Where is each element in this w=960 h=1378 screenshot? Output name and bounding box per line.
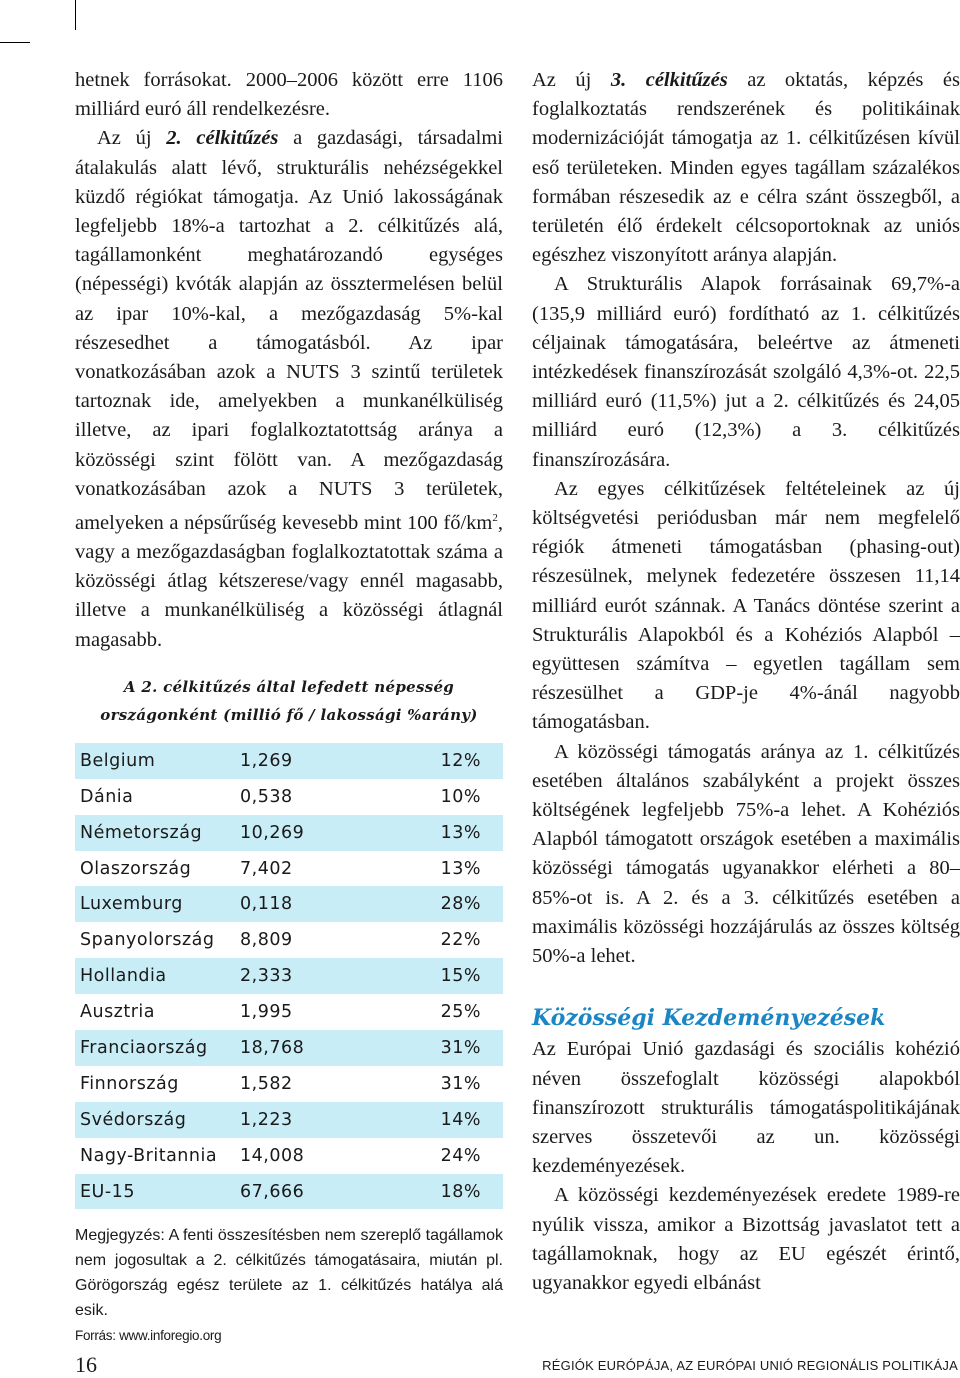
cell-population: 1,995 (240, 994, 400, 1030)
table-row (75, 1102, 503, 1138)
superscript: 2 (492, 512, 498, 525)
cell-population: 7,402 (240, 851, 400, 887)
cell-percent: 10% (400, 779, 503, 815)
text: Az új (532, 69, 611, 91)
cell-percent: 12% (400, 743, 503, 779)
paragraph: A közösségi kezdeményezések eredete 1989-re nyúlik vissza, amikor a Bizottság javaslatot tett a tagállamoknak, hogy az EU egészét érintő, ugyanakkor egyedi elbánást (532, 1184, 960, 1294)
running-title: RÉGIÓK EURÓPÁJA, AZ EURÓPAI UNIÓ REGIONÁLIS POLITIKÁJA (542, 1358, 958, 1373)
population-table (75, 743, 503, 1210)
cell-country: Ausztria (75, 994, 240, 1030)
table-row (75, 1030, 503, 1066)
paragraph: A közösségi támogatás aránya az 1. célkitűzés esetében általános szabályként a projekt összes költségének legfeljebb 75%-a lehet. A Kohéziós Alapból támogatott országok esetében a maximális közösségi támogatás ugyanakkor elérheti a 80–85%-ot is. A 2. és a 3. célkitűzés esetében a maximális közösségi hozzájárulás az összes költség 50%-a lehet. (532, 740, 960, 968)
cell-population: 2,333 (240, 958, 400, 994)
crop-mark (0, 42, 30, 43)
text: a gazdasági, társadalmi átalakulás alatt lévő, strukturális nehézségekkel küzdő régiókat támogatja. Az Unió lakosságának legfeljebb 18%-a tartozhat a 2. célkitűzés alá, tagállamonként meghatározandó egységes (népességi) kvóták alapján az össztermelésen belül az ipar 10%-kal, a mezőgazdaság 5%-kal részesedhet a támogatásból. Az ipar vonatkozásában azok a NUTS 3 szintű területek tartoznak ide, amelyekben a munkanélküliség illetve, az ipari foglalkoztatottság aránya a közösségi szint fölött van. A mezőgazdaság vonatkozásában azok a NUTS 3 területek, amelyeken a népsűrűség kevesebb mint 100 fő/km (75, 127, 503, 534)
emphasis: 3. célkitűzés (610, 69, 728, 91)
paragraph: Az egyes célkitűzések feltételeinek az új költségvetési periódusban már nem megfelelő régiók átmeneti támogatásban (phasing-out) részesülnek, melynek fedezetére összesen 11,14 milliárd eurót szánnak. A Tanács döntése szerint a Strukturális Alapokból és a Kohéziós Alapból – együttesen számítva – egyetlen tagállam sem részesülhet a GDP-je 4%-ánál nagyobb támogatásban. (532, 477, 960, 734)
table-row (75, 779, 503, 815)
paragraph: A Strukturális Alapok forrásainak 69,7%-a (135,9 milliárd euró) fordítható az 1. célkitűzés céljainak támogatására, beleértve az átmeneti intézkedések finanszírozását szolgáló 4,3%-ot. 22,5 milliárd euró (11,5%) jut a 2. célkitűzés és 24,05 milliárd euró (12,3%) a 3. célkitűzés finanszírozására. (532, 273, 960, 471)
cell-country: Finnország (75, 1066, 240, 1102)
caption-line: A 2. célkitűzés által lefedett népesség (123, 677, 455, 696)
cell-population: 1,269 (240, 743, 400, 779)
table-row (75, 815, 503, 851)
cell-percent: 15% (400, 958, 503, 994)
table-row (75, 1174, 503, 1210)
text: az oktatás, képzés és foglalkoztatás rendszerének és politikáinak modernizációját támogatja az 1. célkitűzésen kívül eső területeken. Minden egyes tagállam százalékos formában részesedik az e célra szánt összegből, a területén élő érdekelt célcsoportoknak az uniós egészhez viszonyított aránya alapján. (532, 69, 960, 267)
cell-percent: 18% (400, 1174, 503, 1210)
table-row (75, 1138, 503, 1174)
cell-percent: 13% (400, 815, 503, 851)
text: Az új (97, 127, 167, 150)
cell-percent: 31% (400, 1066, 503, 1102)
cell-population: 14,008 (240, 1138, 400, 1174)
cell-population: 0,118 (240, 886, 400, 922)
left-column (75, 66, 503, 1343)
section-title: Közösségi Kezdeményezések (532, 1005, 886, 1032)
cell-country: Olaszország (75, 851, 240, 887)
table-note: Megjegyzés: A fenti összesítésben nem szereplő tagállamok nem jogosultak a 2. célkitűzés támogatásaira, miután pl. Görögország egész területe az 1. célkitűzés hatálya alá esik. (75, 1227, 503, 1320)
paragraph (75, 124, 503, 654)
page-number: 16 (75, 1352, 97, 1377)
cell-country: Luxemburg (75, 886, 240, 922)
cell-percent: 14% (400, 1102, 503, 1138)
table-row (75, 1066, 503, 1102)
cell-percent: 22% (400, 922, 503, 958)
cell-population: 67,666 (240, 1174, 400, 1210)
text: , vagy a mezőgazdaságban foglalkoztatottak száma a közösségi átlag kétszerese/vagy ennél magasabb, illetve a munkanélküliség a közösségi átlagnál magasabb. (75, 511, 503, 651)
cell-country: EU-15 (75, 1174, 240, 1210)
paragraph: hetnek forrásokat. 2000–2006 között erre 1106 milliárd euró áll rendelkezésre. (75, 69, 503, 121)
cell-percent: 24% (400, 1138, 503, 1174)
cell-percent: 25% (400, 994, 503, 1030)
cell-population: 1,582 (240, 1066, 400, 1102)
table-row (75, 922, 503, 958)
cell-country: Franciaország (75, 1030, 240, 1066)
paragraph: Az Európai Unió gazdasági és szociális kohézió néven összefoglalt közösségi alapokból finanszírozott strukturális támogatáspolitikájának szerves összetevői az un. közösségi kezdeményezések. (532, 1038, 960, 1178)
cell-country: Hollandia (75, 958, 240, 994)
cell-population: 18,768 (240, 1030, 400, 1066)
crop-mark (75, 0, 76, 30)
table-row (75, 886, 503, 922)
cell-country: Spanyolország (75, 922, 240, 958)
cell-percent: 31% (400, 1030, 503, 1066)
table-row (75, 994, 503, 1030)
table-source: Forrás: www.inforegio.org (75, 1328, 222, 1344)
table-row (75, 743, 503, 779)
cell-country: Belgium (75, 743, 240, 779)
table-row (75, 958, 503, 994)
emphasis: 2. célkitűzés (166, 127, 279, 150)
table-caption (75, 673, 503, 729)
cell-population: 1,223 (240, 1102, 400, 1138)
cell-population: 10,269 (240, 815, 400, 851)
cell-population: 8,809 (240, 922, 400, 958)
cell-country: Svédország (75, 1102, 240, 1138)
cell-country: Dánia (75, 779, 240, 815)
cell-country: Németország (75, 815, 240, 851)
paragraph (532, 66, 960, 270)
table-row (75, 851, 503, 887)
cell-percent: 13% (400, 851, 503, 887)
right-column (532, 66, 960, 1298)
caption-line: országonként (millió fő / lakossági %arány) (100, 705, 478, 724)
cell-population: 0,538 (240, 779, 400, 815)
cell-country: Nagy-Britannia (75, 1138, 240, 1174)
cell-percent: 28% (400, 886, 503, 922)
